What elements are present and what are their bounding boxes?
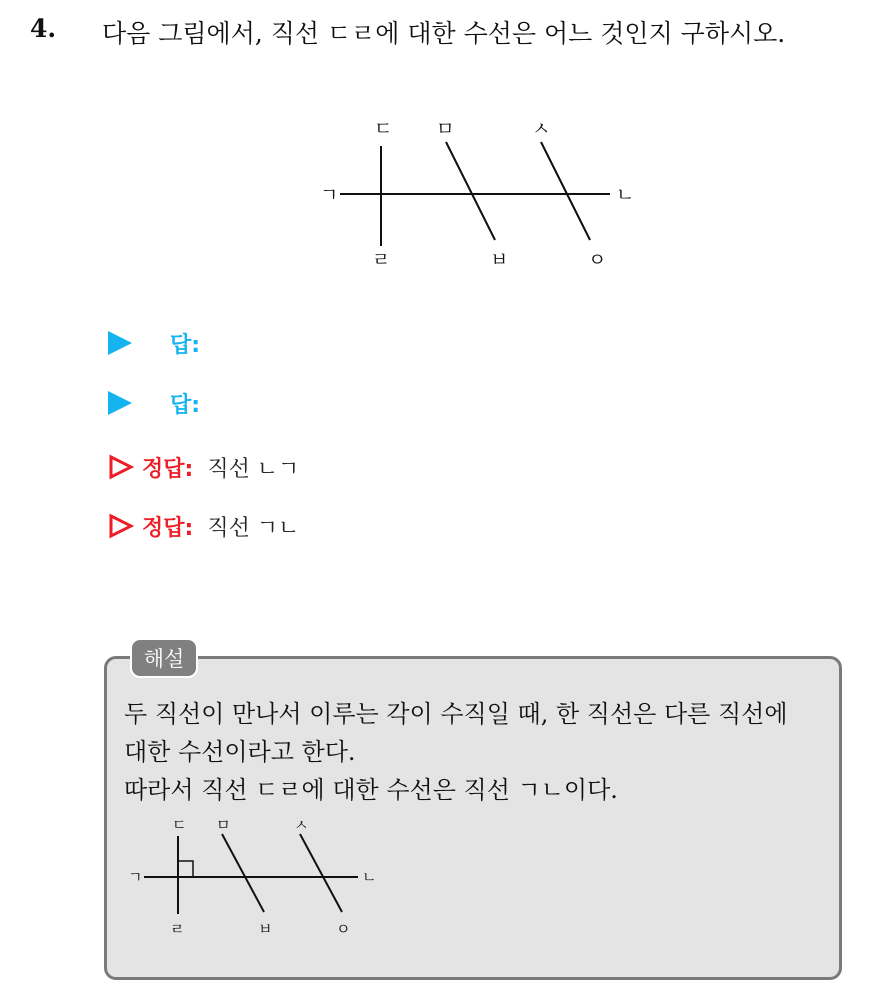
label-bottom2: ㅂ <box>490 249 509 271</box>
answer-row-1 <box>108 326 200 360</box>
right-angle-mark <box>178 861 193 877</box>
answer-label: 답: <box>170 392 201 418</box>
explanation-tab: 해설 <box>130 638 198 678</box>
label-top2: ㅁ <box>436 118 455 140</box>
correct-answer-value: 직선 ㄱㄴ <box>207 515 300 541</box>
label-top3: ㅅ <box>294 816 309 834</box>
label-left: ㄱ <box>320 184 339 206</box>
explanation-figure <box>118 810 398 940</box>
label-right: ㄴ <box>616 184 635 206</box>
label-bottom1: ㄹ <box>170 920 185 938</box>
question-text: 다음 그림에서, 직선 ㄷㄹ에 대한 수선은 어느 것인지 구하시오. <box>102 19 786 48</box>
play-triangle-icon <box>108 331 132 355</box>
label-top1: ㄷ <box>172 816 187 834</box>
explanation-line-2: 대한 수선이라고 한다. <box>124 738 356 766</box>
label-bottom3: ㅇ <box>588 249 607 271</box>
play-triangle-icon <box>108 391 132 415</box>
outline-triangle-icon <box>108 513 134 539</box>
label-top2: ㅁ <box>216 816 231 834</box>
label-right: ㄴ <box>362 868 377 886</box>
lines-figure <box>300 100 660 280</box>
correct-answer-value: 직선 ㄴㄱ <box>207 456 300 482</box>
label-top1: ㄷ <box>374 118 393 140</box>
label-bottom2: ㅂ <box>258 920 273 938</box>
line-mb <box>222 834 264 912</box>
correct-answer-row-2 <box>108 509 299 543</box>
answer-row-2 <box>108 386 200 420</box>
label-bottom3: ㅇ <box>336 920 351 938</box>
line-so <box>541 142 590 240</box>
correct-answer-row-1 <box>108 450 299 484</box>
correct-answer-label: 정답: <box>142 515 194 541</box>
label-left: ㄱ <box>128 868 143 886</box>
question-number: 4. <box>30 14 57 43</box>
line-mb <box>446 142 495 240</box>
correct-answer-label: 정답: <box>142 456 194 482</box>
explanation-line-1: 두 직선이 만나서 이루는 각이 수직일 때, 한 직선은 다른 직선에 <box>124 700 788 728</box>
label-top3: ㅅ <box>532 118 551 140</box>
outline-triangle-icon <box>108 454 134 480</box>
label-bottom1: ㄹ <box>372 249 391 271</box>
explanation-line-3: 따라서 직선 ㄷㄹ에 대한 수선은 직선 ㄱㄴ이다. <box>124 776 618 804</box>
line-so <box>300 834 342 912</box>
answer-label: 답: <box>170 332 201 358</box>
